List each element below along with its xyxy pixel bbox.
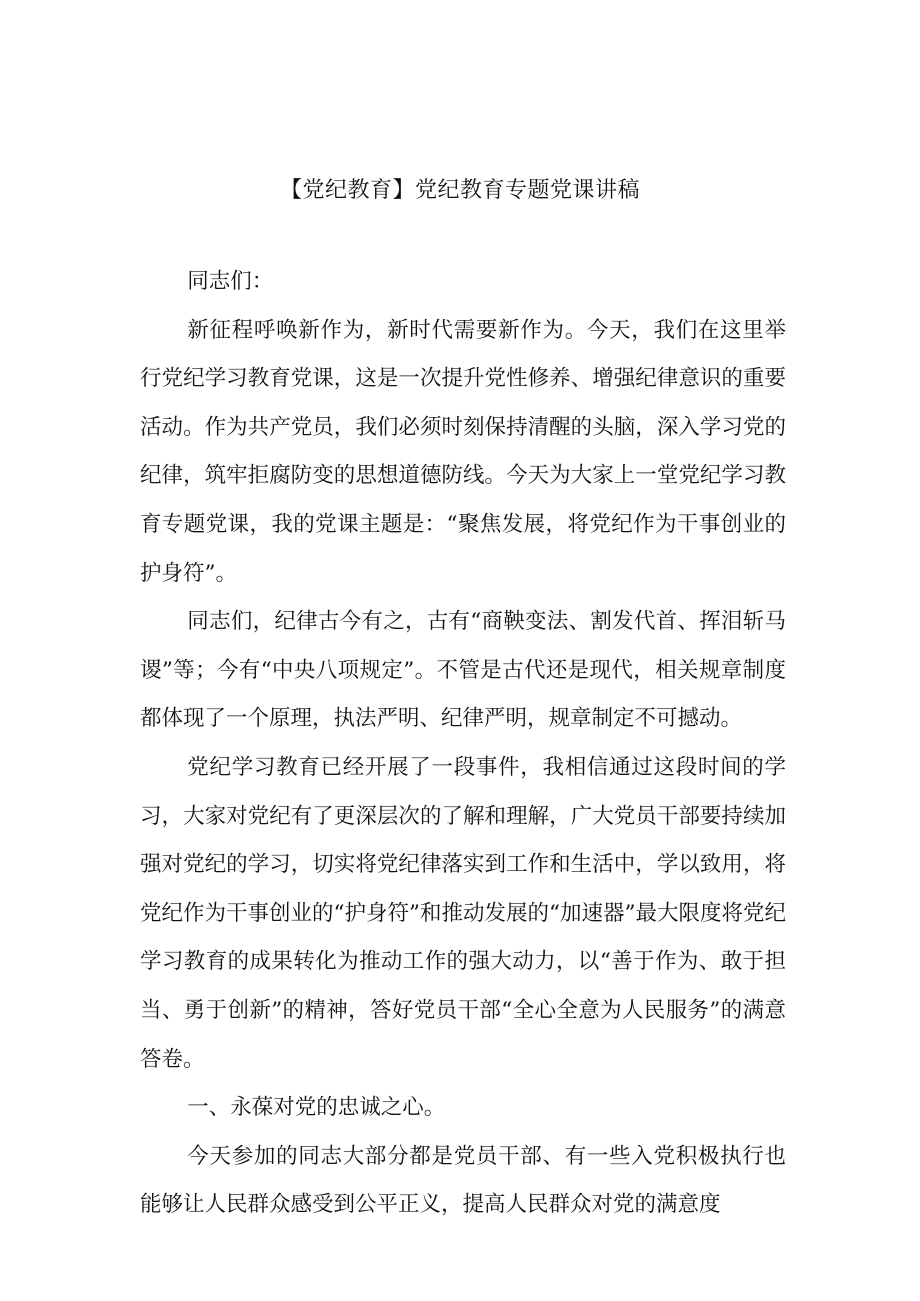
- salutation: 同志们：: [187, 269, 274, 294]
- document-title: 【党纪教育】党纪教育专题党课讲稿: [279, 178, 640, 203]
- paragraph-intro: 新征程呼唤新作为，新时代需要新作为。今天，我们在这里举行党纪学习教育党课，这是一次提升党性修养、增强纪律意识的重要活动。作为共产党员，我们必须时刻保持清醒的头脑，深入学习党的纪律，筑牢拒腐防变的思想道德防线。今天为大家上一堂党纪学习教育专题党课，我的党课主题是：“聚焦发展，将党纪作为干事创业的护身符”。: [140, 317, 786, 586]
- paragraph-education-progress: 党纪学习教育已经开展了一段事件，我相信通过这段时间的学习，大家对党纪有了更深层次的了解和理解，广大党员干部要持续加强对党纪的学习，切实将党纪律落实到工作和生活中，学以致用，将党纪作为干事创业的“护身符”和推动发展的“加速器”最大限度将党纪学习教育的成果转化为推动工作的强大动力，以“善于作为、敢于担当、勇于创新”的精神，答好党员干部“全心全意为人民服务”的满意答卷。: [140, 754, 786, 1072]
- paragraph-discipline-history: 同志们，纪律古今有之，古有“商鞅变法、割发代首、挥泪斩马谡”等；今有“中央八项规定”。不管是古代还是现代，相关规章制度都体现了一个原理，执法严明、纪律严明，规章制定不可撼动。: [140, 609, 786, 732]
- document-body: [140, 258, 786, 1230]
- section-heading: 一、永葆对党的忠诚之心。: [187, 1095, 446, 1121]
- paragraph-loyalty: 今天参加的同志大部分都是党员干部、有一些入党积极执行也能够让人民群众感受到公平正义，提高人民群众对党的满意度: [140, 1143, 786, 1218]
